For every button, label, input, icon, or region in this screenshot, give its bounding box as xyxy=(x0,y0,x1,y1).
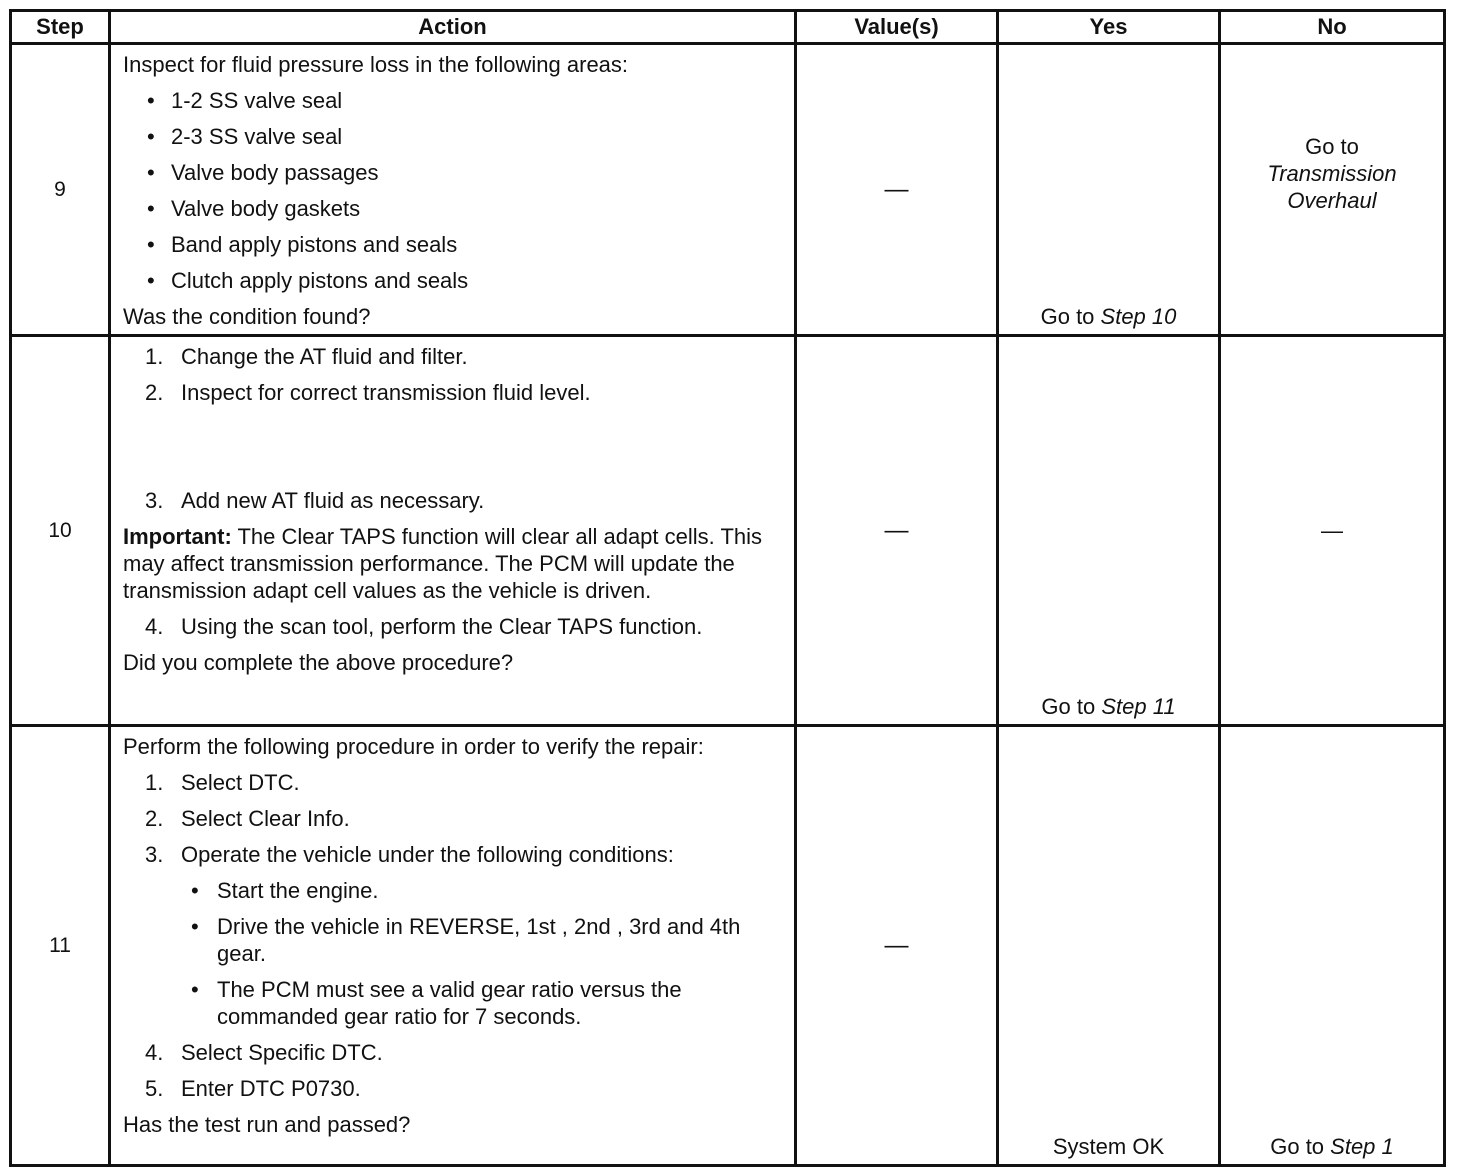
sub-list-item: • The PCM must see a valid gear ratio versus the commanded gear ratio for 7 seconds. xyxy=(123,976,782,1030)
table-row-step-9 xyxy=(11,44,1445,336)
list-item: 5. Enter DTC P0730. xyxy=(145,1076,361,1101)
action-cell xyxy=(110,726,796,1166)
sub-list-item: • Drive the vehicle in REVERSE, 1st , 2nd , 3rd and 4th gear. xyxy=(123,913,782,967)
header-values: Value(s) xyxy=(796,11,998,44)
yes-cell: System OK xyxy=(998,726,1220,1166)
table-row-step-11 xyxy=(11,726,1445,1166)
step-number: 10 xyxy=(11,336,110,726)
important-text: The Clear TAPS function will clear all adapt cells. This may affect transmission performance. The PCM will update the transmission adapt cell values as the vehicle is driven. xyxy=(123,524,763,603)
yes-cell xyxy=(998,44,1220,336)
sub-list-item: • Start the engine. xyxy=(123,877,782,904)
list-item: 4. Using the scan tool, perform the Clear TAPS function. xyxy=(145,614,703,639)
value-cell: — xyxy=(796,44,998,336)
no-prefix: Go to xyxy=(1270,1134,1331,1159)
list-item: 1. Select DTC. xyxy=(145,770,300,795)
no-cell xyxy=(1220,44,1445,336)
header-step: Step xyxy=(11,11,110,44)
list-item: 1. Change the AT fluid and filter. xyxy=(145,344,468,369)
action-question: Did you complete the above procedure? xyxy=(123,650,514,675)
yes-cell xyxy=(998,336,1220,726)
step-number: 9 xyxy=(11,44,110,336)
list-item: • Clutch apply pistons and seals xyxy=(123,267,782,294)
value-cell: — xyxy=(796,726,998,1166)
step-number: 11 xyxy=(11,726,110,1166)
list-item: • 2-3 SS valve seal xyxy=(123,123,782,150)
list-item: • Valve body passages xyxy=(123,159,782,186)
action-question: Was the condition found? xyxy=(123,304,371,329)
no-cell: — xyxy=(1220,336,1445,726)
no-cell xyxy=(1220,726,1445,1166)
important-label: Important: xyxy=(123,524,232,549)
spacer xyxy=(123,415,782,487)
list-item: • 1-2 SS valve seal xyxy=(123,87,782,114)
action-intro: Perform the following procedure in order to verify the repair: xyxy=(123,734,704,759)
header-yes: Yes xyxy=(998,11,1220,44)
list-item: • Band apply pistons and seals xyxy=(123,231,782,258)
list-item: 3. Add new AT fluid as necessary. xyxy=(145,488,485,513)
diagnostic-table-sheet xyxy=(9,9,1443,1163)
value-cell: — xyxy=(796,336,998,726)
list-item: • Valve body gaskets xyxy=(123,195,782,222)
table-row-step-10 xyxy=(11,336,1445,726)
no-link-overhaul[interactable]: Overhaul xyxy=(1287,188,1377,213)
important-note xyxy=(123,523,782,604)
no-link-transmission[interactable]: Transmission xyxy=(1267,161,1397,186)
action-cell xyxy=(110,336,796,726)
action-question: Has the test run and passed? xyxy=(123,1112,411,1137)
yes-prefix: Go to xyxy=(1040,304,1101,329)
list-item: 4. Select Specific DTC. xyxy=(145,1040,383,1065)
no-prefix: Go to xyxy=(1305,134,1359,159)
list-item: 2. Inspect for correct transmission fluid level. xyxy=(145,380,591,405)
yes-step-link[interactable]: Step 10 xyxy=(1100,304,1177,329)
list-item: 3. Operate the vehicle under the following conditions: xyxy=(145,842,674,867)
action-intro: Inspect for fluid pressure loss in the following areas: xyxy=(123,52,629,77)
yes-prefix: Go to xyxy=(1041,694,1102,719)
diagnostic-table xyxy=(9,9,1446,1167)
header-action: Action xyxy=(110,11,796,44)
header-row xyxy=(11,11,1445,44)
yes-step-link[interactable]: Step 11 xyxy=(1101,694,1176,719)
no-step-link[interactable]: Step 1 xyxy=(1330,1134,1394,1159)
header-no: No xyxy=(1220,11,1445,44)
action-cell xyxy=(110,44,796,336)
list-item: 2. Select Clear Info. xyxy=(145,806,350,831)
